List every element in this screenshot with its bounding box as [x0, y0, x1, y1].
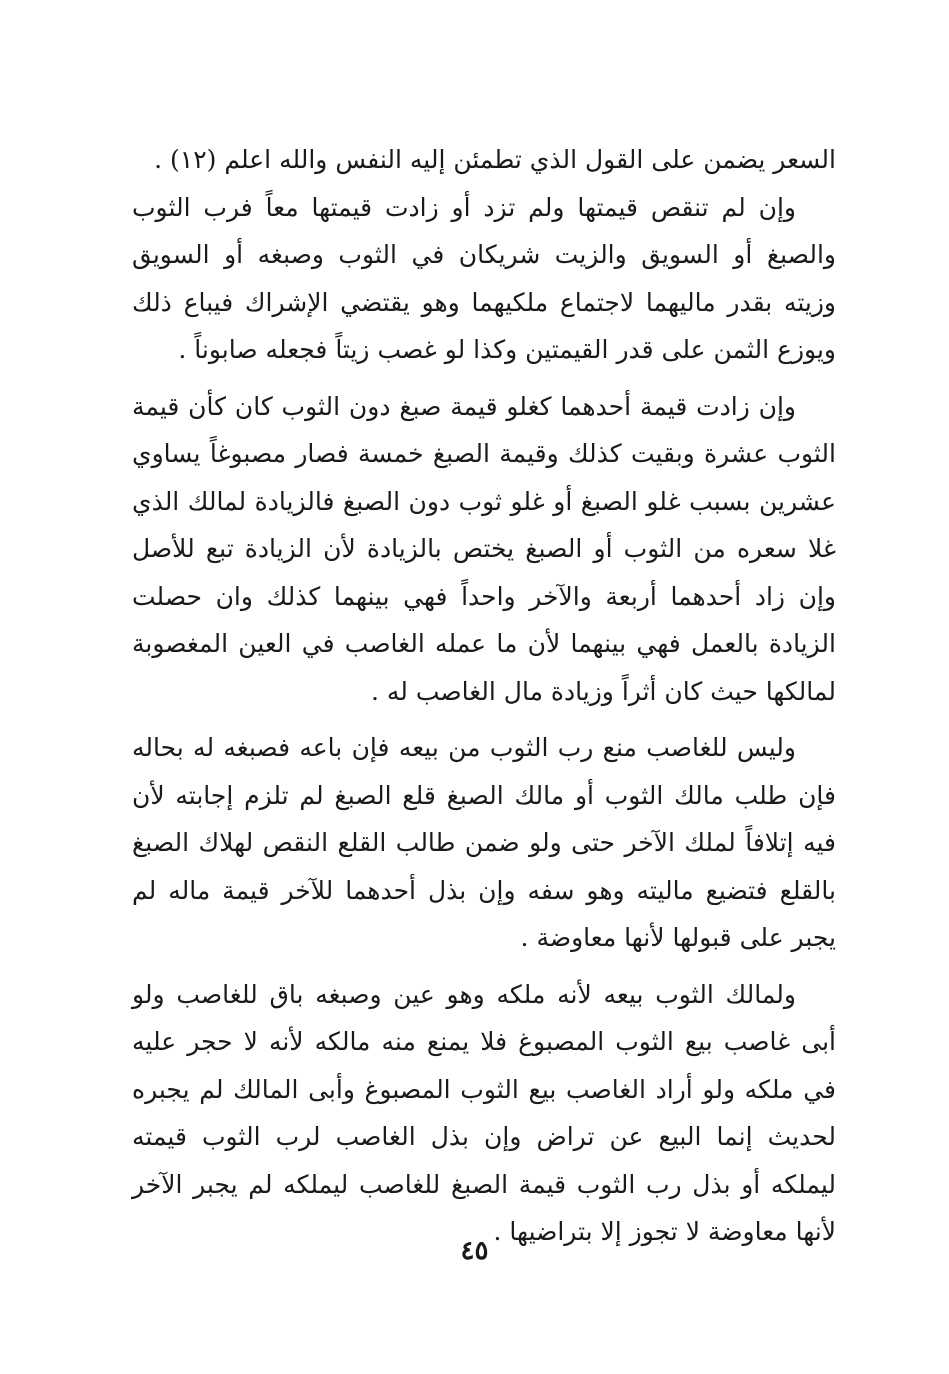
paragraph-5: ولمالك الثوب بيعه لأنه ملكه وهو عين وصبغه باق للغاصب ولو أبى غاصب بيع الثوب المصبوغ فلا يمنع منه مالكه لأنه لا حجر عليه في ملكه ولو أراد الغاصب بيع الثوب المصبوغ وأبى المالك لم يجبره لحديث إنما البيع عن تراض وإن بذل الغاصب لرب الثوب قيمته ليملكه أو بذل رب الثوب قيمة الصبغ للغاصب ليملكه لم يجبر الآخر لأنها معاوضة لا تجوز إلا بتراضيها .	[132, 979, 837, 1246]
body-text	[132, 136, 836, 1256]
paragraph-4: وليس للغاصب منع رب الثوب من بيعه فإن باعه فصبغه له بحاله فإن طلب مالك الثوب أو مالك الصبغ قلع الصبغ لم تلزم إجابته لأن فيه إتلافاً لملك الآخر حتى ولو ضمن طالب القلع النقص لهلاك الصبغ بالقلع فتضيع ماليته وهو سفه وإن بذل أحدهما للآخر قيمة ماله لم يجبر على قبولها لأنها معاوضة .	[132, 733, 836, 952]
paragraph-1: السعر يضمن على القول الذي تطمئن إليه النفس والله اعلم (١٢) .	[154, 145, 836, 174]
paragraph-3: وإن زادت قيمة أحدهما كغلو قيمة صبغ دون الثوب كان كأن قيمة الثوب عشرة وبقيت كذلك وقيمة الصبغ خمسة فصار مصبوغاً يساوي عشرين بسبب غلو الصبغ أو غلو ثوب دون الصبغ فالزيادة لمالك الذي غلا سعره من الثوب أو الصبغ يختص بالزيادة لأن الزيادة تبع للأصل وإن زاد أحدهما أربعة والآخر واحداً فهي بينهما كذلك وان حصلت الزيادة بالعمل فهي بينهما لأن ما عمله الغاصب في العين المغصوبة لمالكها حيث كان أثراً وزيادة مال الغاصب له .	[132, 391, 836, 706]
page-number: ٤٥	[460, 1236, 489, 1266]
paragraph-2: وإن لم تنقص قيمتها ولم تزد أو زادت قيمتها معاً فرب الثوب والصبغ أو السويق والزيت شريكان في الثوب وصبغه أو السويق وزيته بقدر ماليهما لاجتماع ملكيهما وهو يقتضي الإشراك فيباع ذلك ويوزع الثمن على قدر القيمتين وكذا لو غصب زيتاً فجعله صابوناً .	[132, 192, 836, 364]
